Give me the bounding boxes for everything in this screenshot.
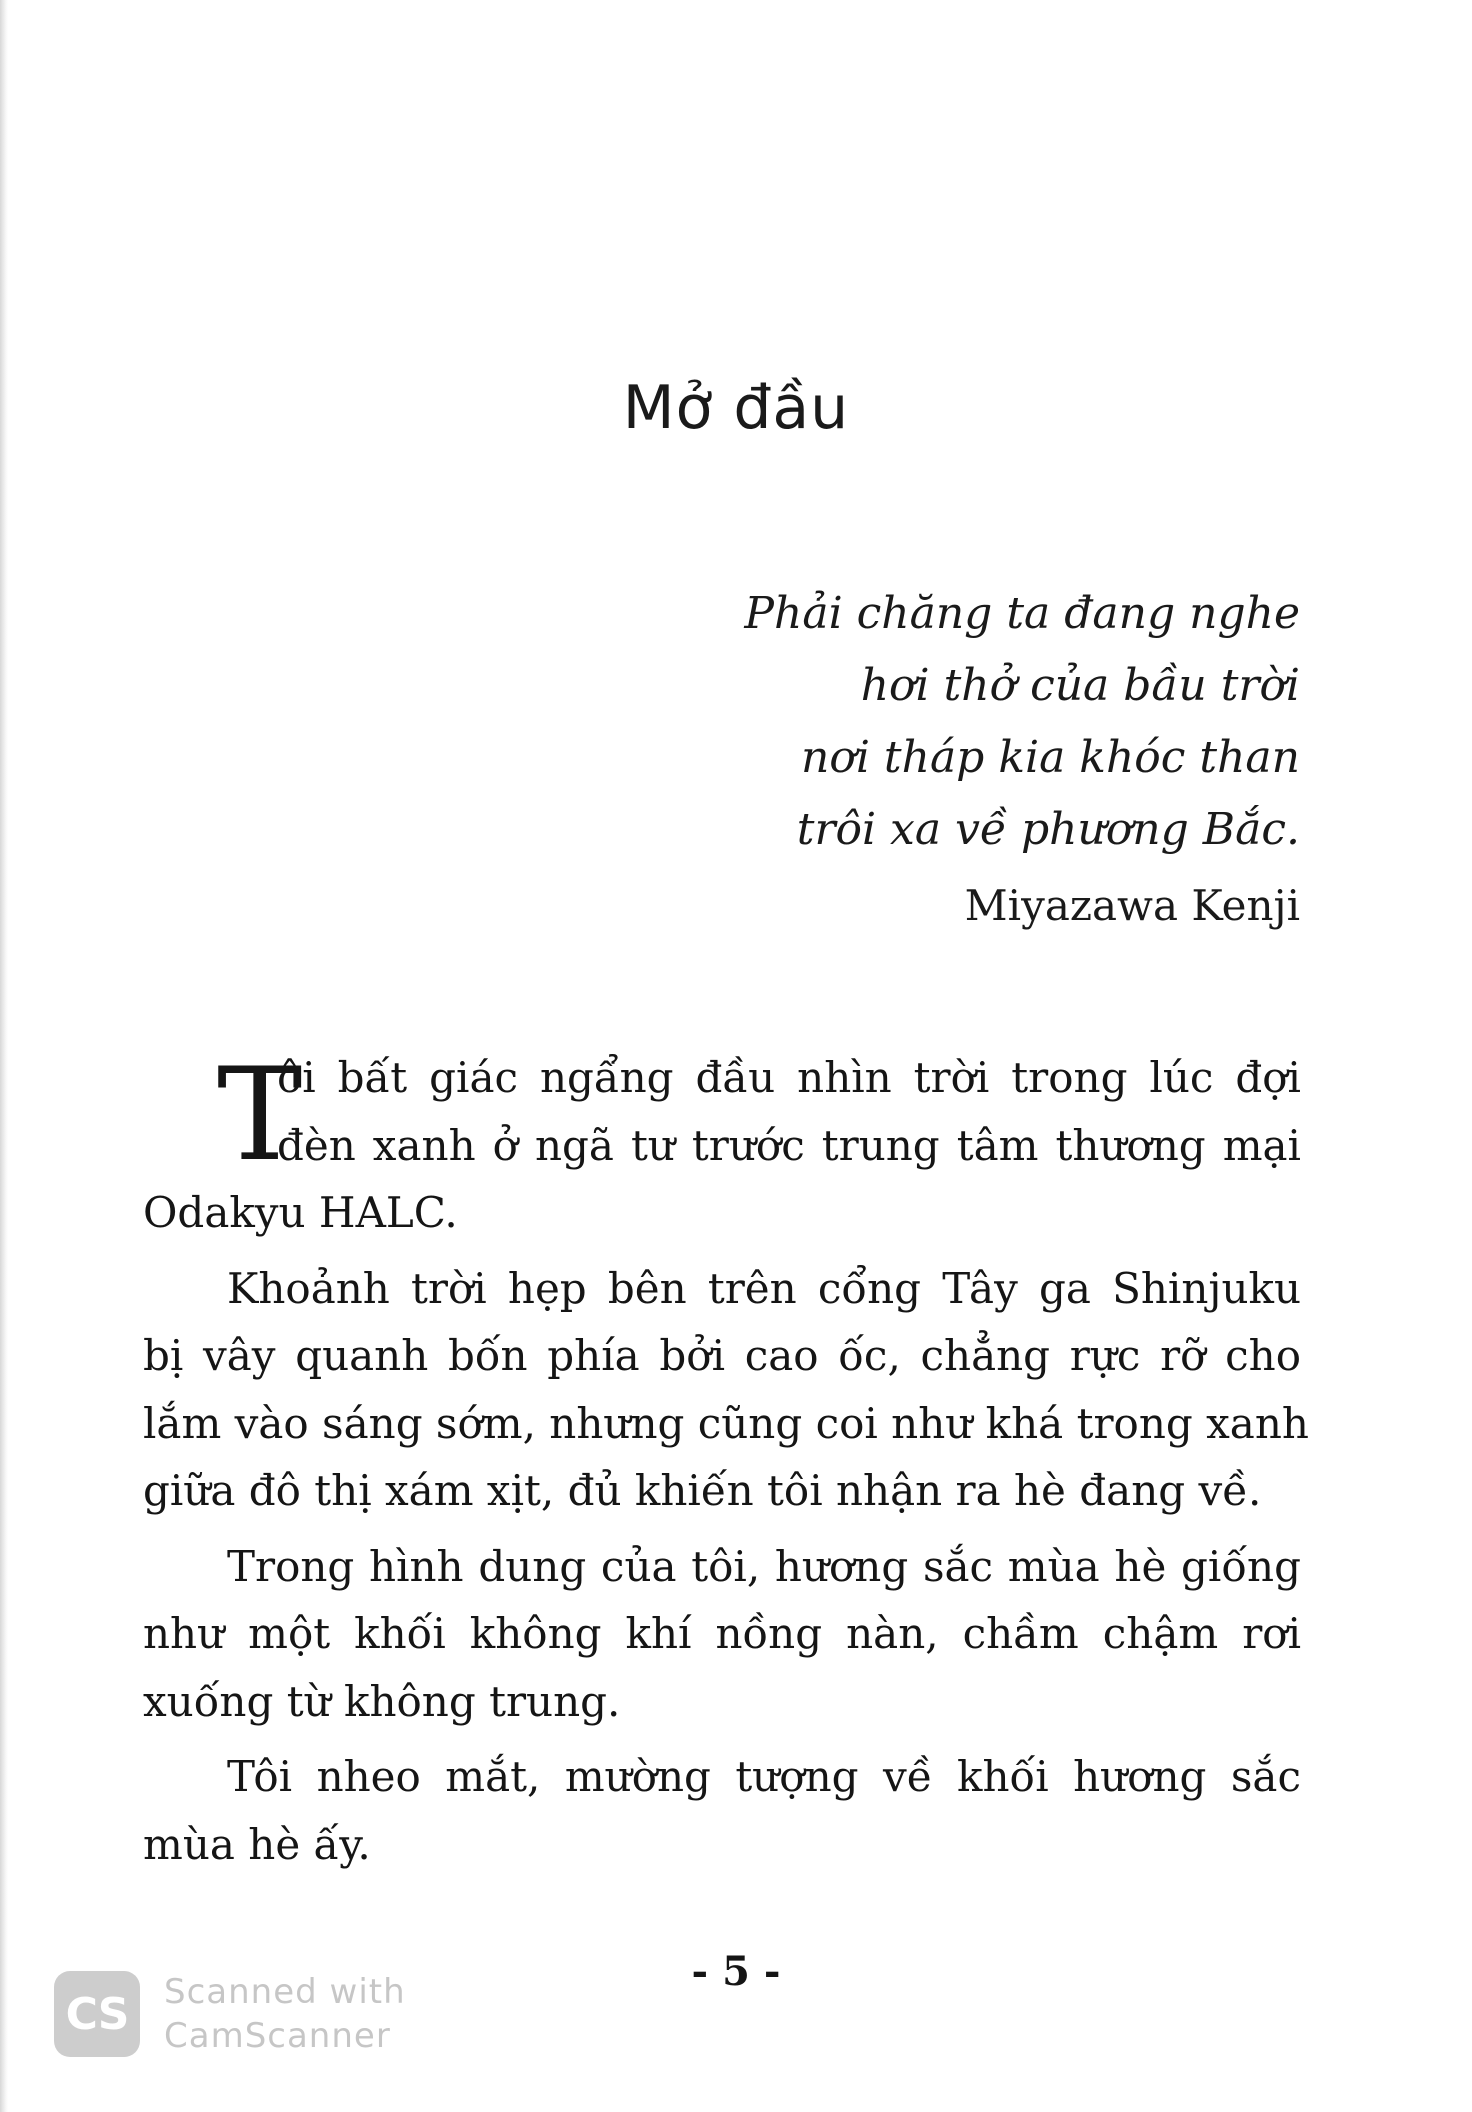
paragraph [143, 1533, 1301, 1736]
page-number: - 5 - [691, 1948, 781, 1995]
epigraph-author: Miyazawa Kenji [964, 881, 1300, 930]
paragraph-line: Tôi nheo mắt, mường tượng về khối hương sắc [227, 1752, 1301, 1801]
paragraph-line: xuống từ không trung. [143, 1676, 621, 1726]
watermark-line-2: CamScanner [164, 2016, 391, 2056]
paragraph-line: đèn xanh ở ngã tư trước trung tâm thương mại [277, 1120, 1301, 1170]
paragraph-line: lắm vào sáng sớm, nhưng cũng coi như khá trong xanh [143, 1398, 1309, 1448]
paragraph-line: mùa hè ấy. [143, 1819, 371, 1869]
paragraph-line: giữa đô thị xám xịt, đủ khiến tôi nhận ra hè đang về. [143, 1466, 1262, 1515]
body-text [143, 1041, 1309, 1878]
paragraph-line: ôi bất giác ngẩng đầu nhìn trời trong lúc đợi [277, 1053, 1301, 1102]
paragraph-line: Khoảnh trời hẹp bên trên cổng Tây ga Shinjuku [227, 1263, 1301, 1313]
epigraph-line: Phải chăng ta đang nghe [744, 588, 1300, 639]
camscanner-watermark [54, 1968, 406, 2060]
paragraph-line: bị vây quanh bốn phía bởi cao ốc, chẳng rực rỡ cho [143, 1331, 1301, 1380]
paragraph [143, 1255, 1309, 1525]
epigraph-line: trôi xa về phương Bắc. [796, 804, 1300, 855]
epigraph-poem [400, 578, 1300, 866]
watermark-line-1: Scanned with [164, 1972, 406, 2012]
paragraph [143, 1743, 1301, 1878]
epigraph-line: hơi thở của bầu trời [860, 660, 1300, 711]
camscanner-logo-text: CS [65, 1988, 129, 2040]
paragraph [143, 1041, 1301, 1247]
watermark-text [164, 1970, 406, 2058]
camscanner-logo-icon [54, 1971, 140, 2057]
epigraph-line: nơi tháp kia khóc than [801, 732, 1300, 783]
chapter-title: Mở đầu [622, 373, 850, 443]
paragraph-line: như một khối không khí nồng nàn, chầm chậm rơi [143, 1609, 1301, 1658]
scan-edge-shadow [0, 0, 8, 2112]
paragraph-line: Odakyu HALC. [143, 1188, 458, 1237]
drop-cap-letter: T [217, 1041, 303, 1190]
paragraph-line: Trong hình dung của tôi, hương sắc mùa hè giống [227, 1541, 1301, 1591]
